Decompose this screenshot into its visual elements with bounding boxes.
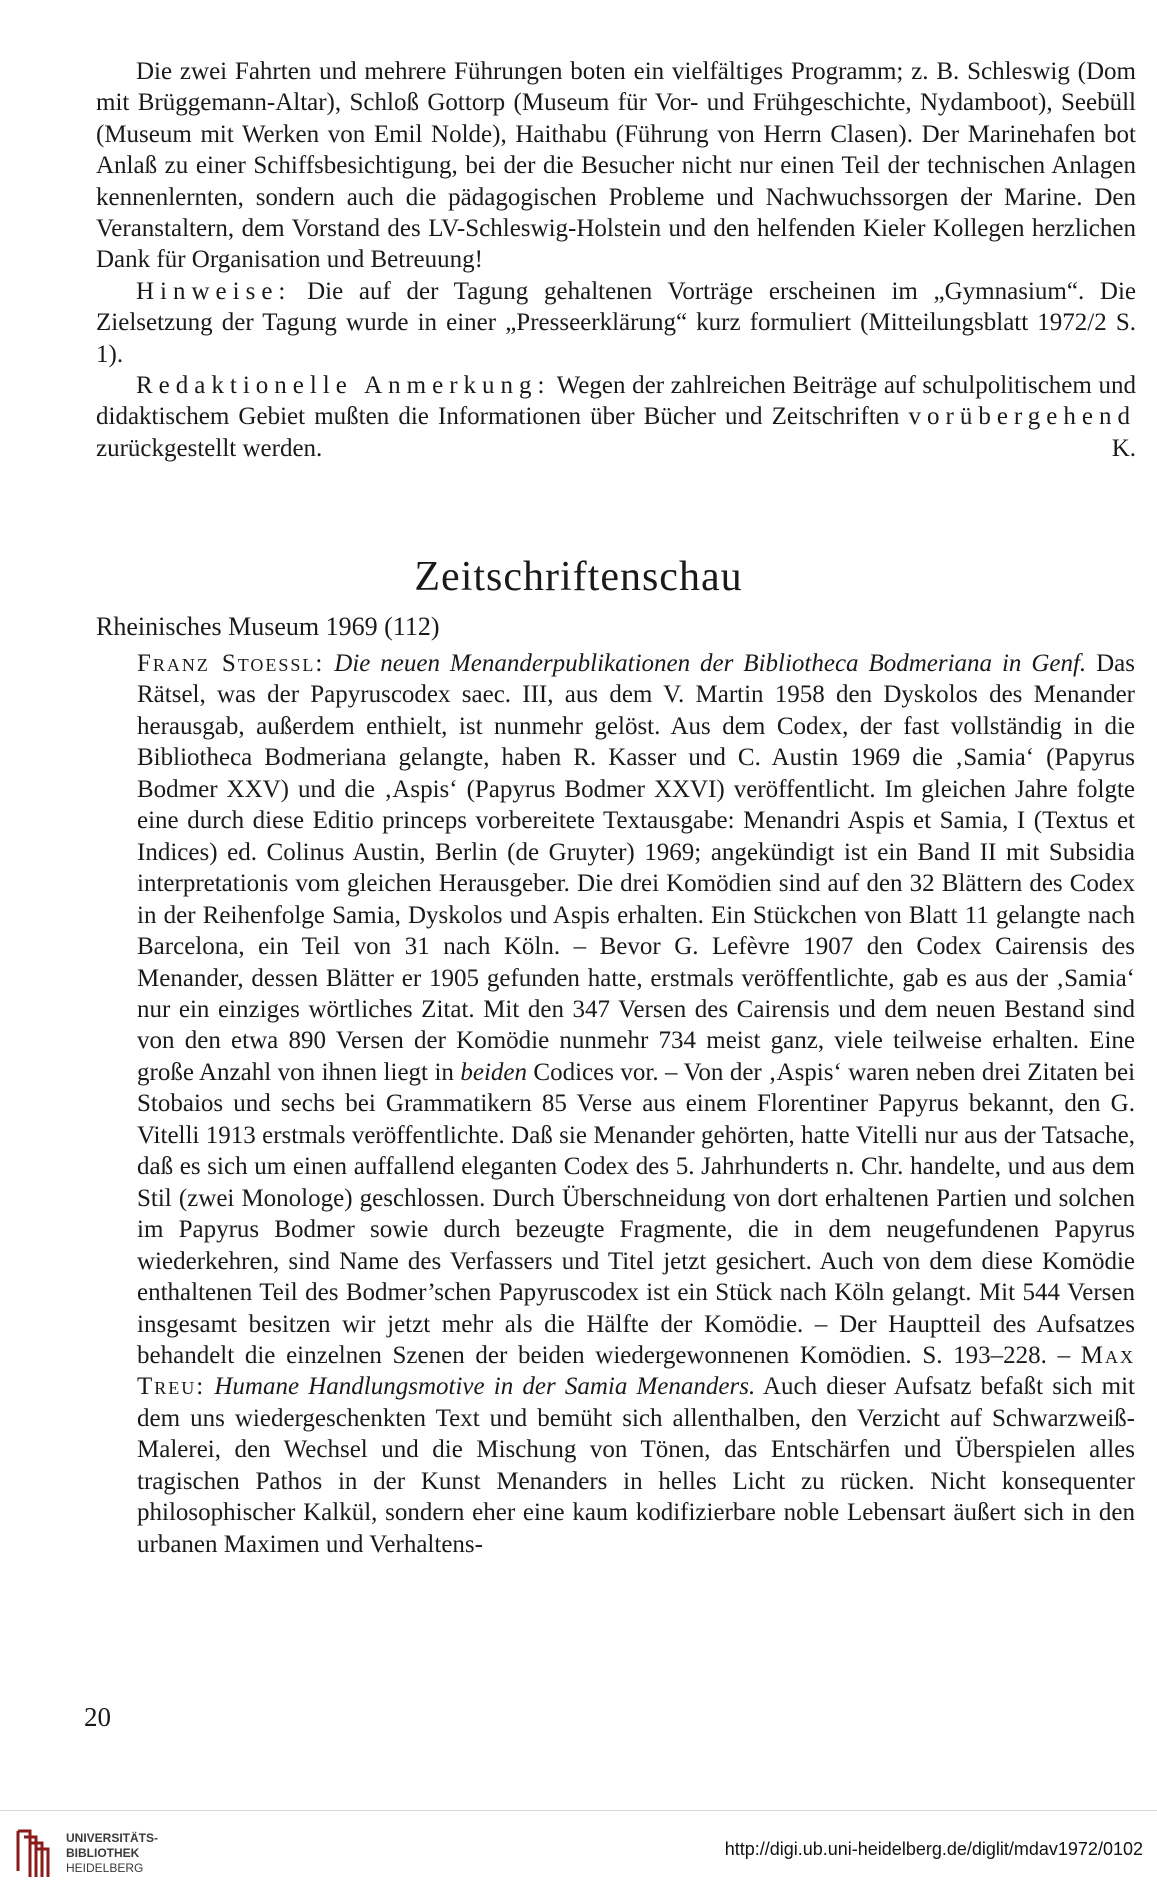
library-logo-icon [14,1825,56,1883]
journal-heading: Rheinisches Museum 1969 (112) [96,612,440,641]
source-url-link[interactable]: http://digi.ub.uni-heidelberg.de/diglit/mdav1972/0102 [724,1839,1143,1859]
intro-paragraph-3: Redaktionelle Anmerkung: Wegen der zahlreichen Beiträge auf schulpolitischem und didaktischem Gebiet mußten die Informationen über Bücher und Zeitschriften vorübergehend zurückgestellt werden. K. [96,370,1136,464]
library-name: UNIVERSITÄTS- BIBLIOTHEK HEIDELBERG [66,1831,159,1875]
intro-text [96,56,1136,464]
editorial-note-label: Redaktionelle Anmerkung: [136,372,551,400]
intro-paragraph-1: Die zwei Fahrten und mehrere Führungen boten ein vielfältiges Programm; z. B. Schleswig (Dom mit Brüggemann-Altar), Schloß Gottorp (Museum für Vor- und Frühgeschichte, Nydamboot), Seebüll (Museum mit Werken von Emil Nolde), Haithabu (Führung von Herrn Clasen). Der Marinehafen bot Anlaß zu einer Schiffsbesichtigung, bei der die Besucher nicht nur einen Teil der technischen Anlagen kennenlernten, sondern auch die pädagogischen Probleme und Nachwuchssorgen der Marine. Den Veranstaltern, dem Vorstand des LV-Schleswig-Holstein und den helfenden Kieler Kollegen herzlichen Dank für Organisation und Betreuung! [96,58,1136,274]
library-footer [0,1811,1157,1894]
article-title-2: Humane Handlungsmotive in der Samia Menanders. [214,1373,756,1401]
review-text [137,648,1135,1560]
hinweise-label: Hinweise: [136,277,292,305]
page-number: 20 [84,1702,111,1732]
signature-initial: K. [1111,434,1136,462]
review-paragraph: Franz Stoessl: Die neuen Menanderpublikationen der Bibliotheca Bodmeriana in Genf. Das Rätsel, was der Papyruscodex saec. III, aus dem V. Martin 1958 den Dyskolos des Menander herausgab, außerdem enthielt, ist nunmehr gelöst. Aus dem Codex, der fast vollständig in die Bibliotheca Bodmeriana gelangte, haben R. Kasser und C. Austin 1969 die ‚Samia‘ (Papyrus Bodmer XXV) und die ‚Aspis‘ (Papyrus Bodmer XXVI) veröffentlicht. Im gleichen Jahre folgte eine durch diese Editio princeps vorbereitete Textausgabe: Menandri Aspis et Samia, I (Textus et Indices) ed. Colinus Austin, Berlin (de Gruyter) 1969; angekündigt ist ein Band II mit Subsidia interpretationis vom gleichen Herausgeber. Die drei Komödien sind auf den 32 Blättern des Codex in der Reihenfolge Samia, Dyskolos und Aspis erhalten. Ein Stückchen von Blatt 11 gelangte nach Barcelona, ein Teil von 31 nach Köln. – Bevor G. Lefèvre 1907 den Codex Cairensis des Menander, dessen Blätter er 1905 gefunden hatte, erstmals veröffentlichte, gab es aus der ‚Samia‘ nur ein einziges wörtliches Zitat. Mit den 347 Versen des Cairensis und dem neuen Bestand sind von den etwa 890 Versen der Komödie nunmehr 734 meist ganz, viele teilweise erhalten. Eine große Anzahl von ihnen liegt in beiden Codices vor. – Von der ‚Aspis‘ waren neben drei Zitaten bei Stobaios und sechs bei Grammatikern 85 Verse aus einem Florentiner Papyrus bekannt, den G. Vitelli 1913 erstmals veröffentlichte. Daß sie Menander gehörten, hatte Vitelli nur aus der Tatsache, daß es sich um einen auffallend eleganten Codex des 5. Jahrhunderts n. Chr. handelte, und aus dem Stil (zwei Monologe) geschlossen. Durch Überschneidung von dort erhaltenen Partien und solchen im Papyrus Bodmer sowie durch bezeugte Fragmente, die in dem neugefundenen Papyrus wiederkehren, sind Name des Verfassers und Titel jetzt gesichert. Auch von dem diese Komödie enthaltenen Teil des Bodmer’schen Papyruscodex ist ein Stück nach Köln gelangt. Mit 544 Versen insgesamt besitzen wir jetzt mehr als die Hälfte der Komödie. – Der Hauptteil des Aufsatzes behandelt die einzelnen Szenen der beiden wiedergewonnenen Komödien. S. 193–228. – Max Treu: Humane Handlungsmotive in der Samia Menanders. Auch dieser Aufsatz befaßt sich mit dem uns wiedergeschenkten Text und bemüht sich allenthalben, den Verzicht auf Schwarzweiß-Malerei, den Wechsel und die Mischung von Tönen, das Entschärfen und Überspielen alles tragischen Pathos in der Kunst Menanders in helles Licht zu rücken. Nicht konsequenter philosophischer Kalkül, sondern eher eine kaum kodifizierbare noble Lebensart äußert sich in den urbanen Maximen und Verhaltens- [137,650,1136,1558]
author-stoessl: Franz Stoessl: [137,650,325,677]
section-title: Zeitschriftenschau [414,554,743,600]
author-treu: Max Treu: [137,1341,1135,1401]
intro-paragraph-2: Hinweise: Die auf der Tagung gehaltenen Vorträge erscheinen im „Gymnasium“. Die Zielsetzung der Tagung wurde in einer „Presseerklärung“ kurz formuliert (Mitteilungsblatt 1972/2 S. 1). [96,277,1136,368]
article-title-1: Die neuen Menanderpublikationen der Bibliotheca Bodmeriana in Genf. [334,650,1087,677]
